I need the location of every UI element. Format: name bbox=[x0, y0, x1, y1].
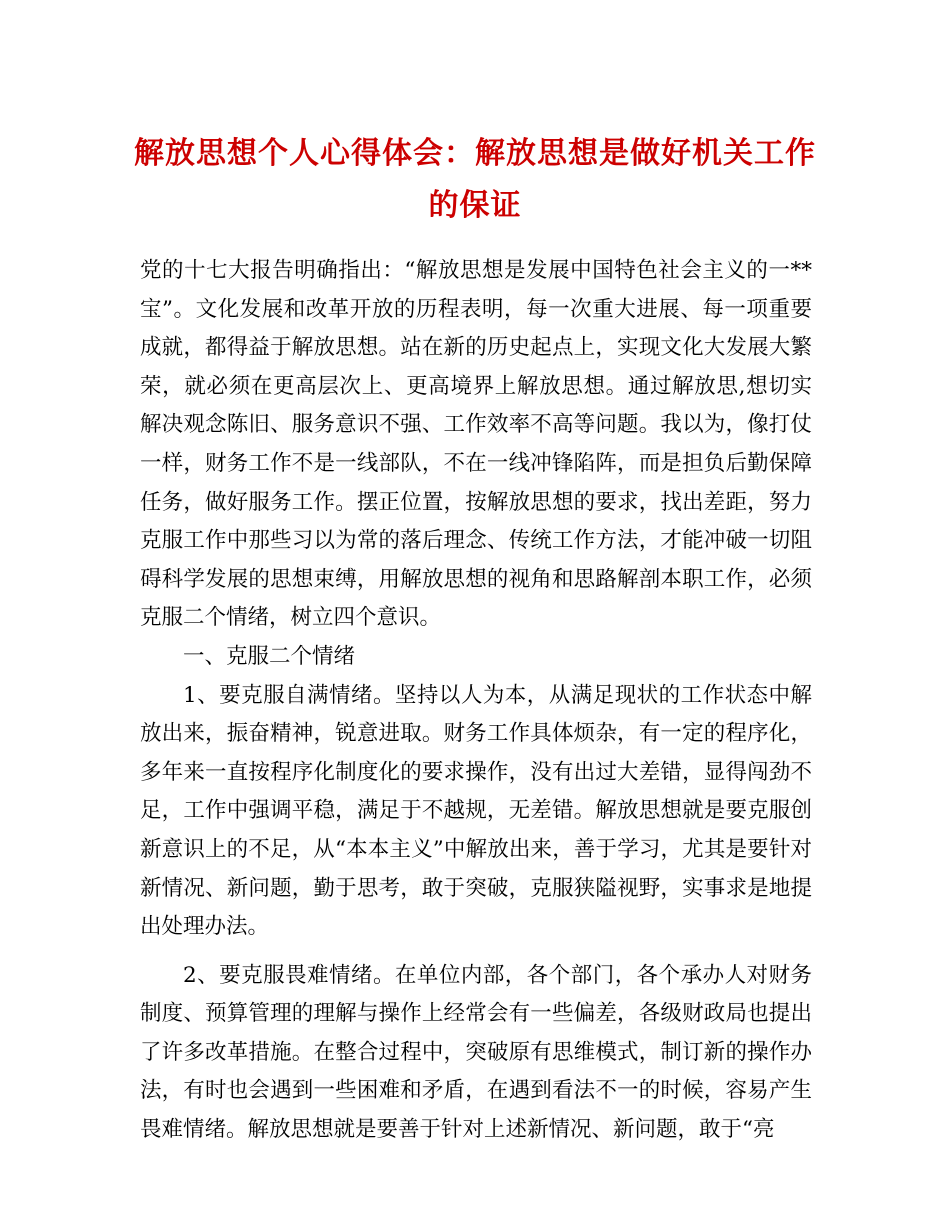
document-body bbox=[140, 252, 812, 1150]
paragraph-intro: 党的十七大报告明确指出：“解放思想是发展中国特色社会主义的一**宝”。文化发展和改革开放的历程表明，每一次重大进展、每一项重要成就，都得益于解放思想。站在新的历史起点上，实现文化大发展大繁荣，就必须在更高层次上、更高境界上解放思想。通过解放思,想切实解决观念陈旧、服务意识不强、工作效率不高等问题。我以为，像打仗一样，财务工作不是一线部队，不在一线冲锋陷阵，而是担负后勤保障任务，做好服务工作。摆正位置，按解放思想的要求，找出差距，努力克服工作中那些习以为常的落后理念、传统工作方法，才能冲破一切阻碍科学发展的思想束缚，用解放思想的视角和思路解剖本职工作，必须克服二个情绪，树立四个意识。 bbox=[140, 258, 812, 631]
paragraph-overcome-complacency: 1、要克服自满情绪。坚持以人为本，从满足现状的工作状态中解放出来，振奋精神，锐意进取。财务工作具体烦杂，有一定的程序化，多年来一直按程序化制度化的要求操作，没有出过大差错，显得闯劲不足，工作中强调平稳，满足于不越规，无差错。解放思想就是要克服创新意识上的不足，从“本本主义”中解放出来，善于学习，尤其是要针对新情况、新问题，勤于思考，敢于突破，克服狭隘视野，实事求是地提出处理办法。 bbox=[140, 682, 812, 940]
document-title: 解放思想个人心得体会：解放思想是做好机关工作的保证 bbox=[134, 136, 816, 223]
paragraph-overcome-fear-of-difficulty: 2、要克服畏难情绪。在单位内部，各个部门，各个承办人对财务制度、预算管理的理解与操作上经常会有一些偏差，各级财政局也提出了许多改革措施。在整合过程中，突破原有思维模式，制订新的操作办法，有时也会遇到一些困难和矛盾，在遇到看法不一的时候，容易产生畏难情绪。解放思想就是要善于针对上述新情况、新问题，敢于“亮 bbox=[140, 962, 812, 1143]
section-heading-overcome-two-emotions: 一、克服二个情绪 bbox=[183, 643, 356, 669]
